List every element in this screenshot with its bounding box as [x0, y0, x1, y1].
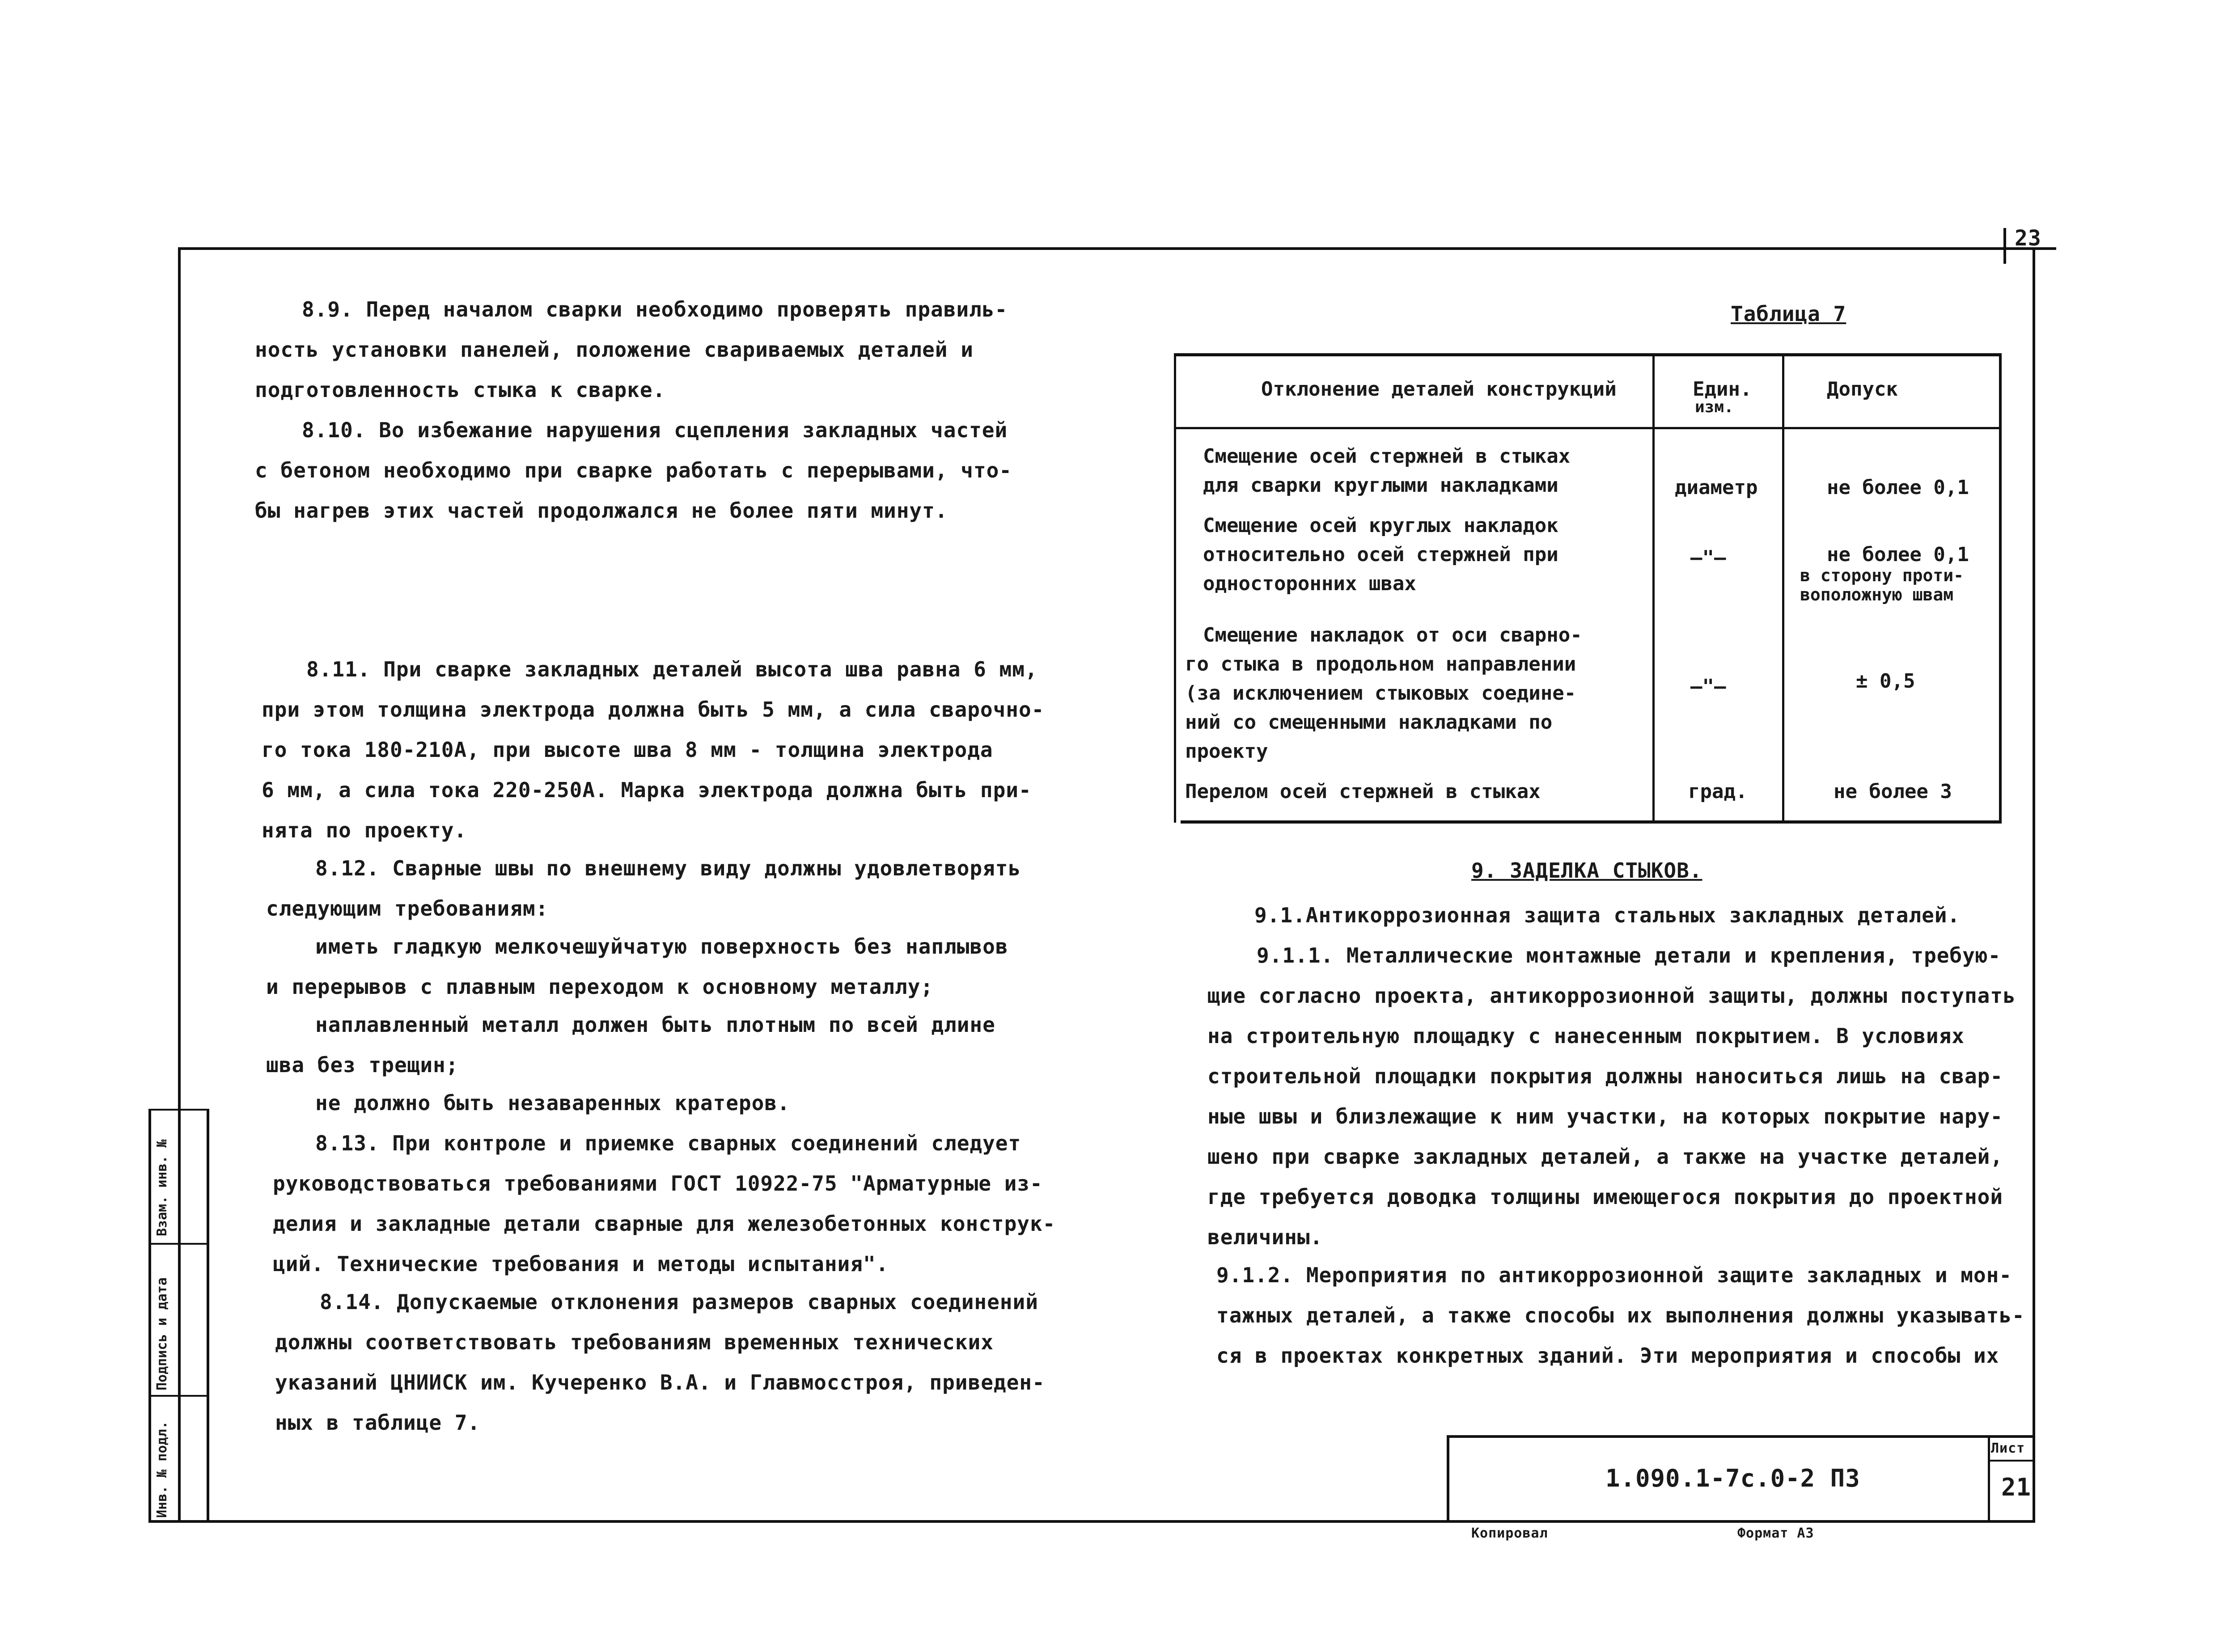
text-line: делия и закладные детали сварные для железобетонных конструк-	[273, 1212, 1056, 1236]
row-desc-line: го стыка в продольном направлении	[1185, 653, 1576, 676]
stamp-replace-inv: Взам. инв. №	[154, 1139, 170, 1236]
footer-copied: Копировал	[1471, 1525, 1548, 1541]
row-unit: диаметр	[1675, 476, 1758, 499]
frame-bottom	[148, 1520, 2035, 1523]
table-caption: Таблица 7	[1731, 302, 1846, 326]
frame-left-outer	[148, 1109, 151, 1522]
sheet-number: 21	[2001, 1473, 2032, 1501]
text-line: 9.1.1. Металлические монтажные детали и крепления, требую-	[1257, 943, 2001, 968]
title-block-divider	[1988, 1435, 1990, 1522]
frame-left-inner	[207, 1109, 209, 1522]
text-line: ные швы и близлежащие к ним участки, на которых покрытие нару-	[1207, 1104, 2003, 1128]
row-desc-line: (за исключением стыковых соедине-	[1185, 682, 1576, 705]
text-line: 8.13. При контроле и приемке сварных соединений следует	[315, 1131, 1021, 1155]
row-tolerance: не более 0,1	[1827, 543, 1969, 566]
title-block-left	[1447, 1435, 1449, 1522]
text-line: шва без трещин;	[266, 1053, 459, 1077]
text-line: 9.1.2. Мероприятия по антикоррозионной защите закладных и мон-	[1216, 1263, 2012, 1287]
para-9-1: 9.1.Антикоррозионная защита стальных закладных деталей.	[1254, 903, 1961, 927]
text-line: 8.11. При сварке закладных деталей высота шва равна 6 мм,	[306, 657, 1038, 681]
table-header-col2-line1: Един.	[1693, 378, 1752, 401]
row-tolerance: в сторону проти-	[1800, 566, 1964, 585]
text-line: 8.10. Во избежание нарушения сцепления закладных частей	[302, 418, 1008, 442]
row-desc-line: Перелом осей стержней в стыках	[1185, 780, 1541, 803]
table-header-col1: Отклонение деталей конструкций	[1261, 378, 1617, 401]
table-col-divider-2	[1782, 353, 1784, 823]
text-line: го тока 180-210А, при высоте шва 8 мм - толщина электрода	[262, 738, 993, 762]
text-line: подготовленность стыка к сварке.	[255, 378, 666, 402]
table-border-right	[1999, 353, 2002, 824]
text-line: 6 мм, а сила тока 220-250А. Марка электрода должна быть при-	[262, 778, 1032, 802]
row-tolerance: не более 3	[1834, 780, 1952, 803]
page-number-tick	[2003, 228, 2006, 264]
stamp-signature-date: Подпись и дата	[154, 1277, 170, 1390]
text-line: бы нагрев этих частей продолжался не более пяти минут.	[255, 499, 948, 523]
text-line: щие согласно проекта, антикоррозионной защиты, должны поступать	[1207, 984, 2016, 1008]
row-desc-line: Смещение осей круглых накладок	[1203, 514, 1558, 537]
text-line: наплавленный металл должен быть плотным по всей длине	[315, 1013, 995, 1037]
table-header-bottom	[1174, 427, 2001, 429]
sheet-label: Лист	[1991, 1441, 2025, 1456]
text-line: 8.9. Перед началом сварки необходимо проверять правиль-	[302, 297, 1008, 321]
text-line: шено при сварке закладных деталей, а также на участке деталей,	[1207, 1145, 2003, 1169]
text-line: иметь гладкую мелкочешуйчатую поверхность без наплывов	[315, 934, 1008, 959]
table-border-bottom	[1181, 820, 2001, 824]
table-border-left	[1174, 353, 1176, 823]
row-desc-line: Смещение осей стержней в стыках	[1203, 445, 1571, 468]
title-block-top	[1447, 1435, 2035, 1438]
stamp-sep-1	[148, 1109, 209, 1111]
frame-top	[178, 247, 2056, 250]
table-header-col3: Допуск	[1827, 378, 1898, 401]
row-unit: град.	[1688, 780, 1748, 803]
row-tolerance: воположную швам	[1800, 585, 1954, 604]
text-line: и перерывов с плавным переходом к основному металлу;	[266, 975, 934, 999]
text-line: ность установки панелей, положение свариваемых деталей и	[255, 338, 974, 362]
text-line: ций. Технические требования и методы испытания".	[273, 1252, 889, 1276]
text-line: величины.	[1207, 1225, 1323, 1249]
stamp-sep-3	[148, 1395, 209, 1397]
row-desc-line: Смещение накладок от оси сварно-	[1203, 624, 1582, 646]
text-line: где требуется доводка толщины имеющегося покрытия до проектной	[1207, 1185, 2003, 1209]
stamp-sep-2	[148, 1243, 209, 1245]
row-desc-line: для сварки круглыми накладками	[1203, 474, 1558, 497]
section-title: 9. ЗАДЕЛКА СТЫКОВ.	[1471, 858, 1702, 883]
text-line: строительной площадки покрытия должны наноситься лишь на свар-	[1207, 1064, 2003, 1088]
row-desc-line: проекту	[1185, 740, 1268, 763]
text-line: тажных деталей, а также способы их выполнения должны указывать-	[1216, 1303, 2025, 1327]
frame-right	[2033, 247, 2035, 1522]
table-border-top	[1174, 353, 2001, 356]
footer-format: Формат А3	[1737, 1525, 1814, 1541]
text-line: должны соответствовать требованиям временных технических	[275, 1330, 994, 1354]
text-line: при этом толщина электрода должна быть 5 мм, а сила сварочно-	[262, 697, 1045, 722]
doc-code: 1.090.1-7с.0-2 ПЗ	[1605, 1464, 1860, 1492]
row-tolerance: ± 0,5	[1856, 670, 1915, 693]
row-tolerance: не более 0,1	[1827, 476, 1969, 499]
text-line: не должно быть незаваренных кратеров.	[315, 1091, 790, 1115]
row-unit: —"—	[1690, 546, 1726, 569]
row-desc-line: ний со смещенными накладками по	[1185, 711, 1553, 734]
page-number: 23	[2015, 226, 2041, 251]
text-line: 8.12. Сварные швы по внешнему виду должны удовлетворять	[315, 856, 1021, 880]
text-line: с бетоном необходимо при сварке работать с перерывами, что-	[255, 458, 1012, 482]
stamp-inv-no: Инв. № подл.	[154, 1421, 170, 1518]
frame-left	[178, 247, 181, 1522]
text-line: ся в проектах конкретных зданий. Эти мероприятия и способы их	[1216, 1344, 1999, 1368]
table-col-divider-1	[1652, 353, 1655, 823]
text-line: ных в таблице 7.	[275, 1411, 481, 1435]
row-unit: —"—	[1690, 675, 1726, 698]
text-line: нята по проекту.	[262, 818, 467, 842]
text-line: указаний ЦНИИСК им. Кучеренко В.А. и Главмосстроя, приведен-	[275, 1370, 1045, 1394]
row-desc-line: относительно осей стержней при	[1203, 543, 1558, 566]
row-desc-line: односторонних швах	[1203, 572, 1416, 595]
text-line: на строительную площадку с нанесенным покрытием. В условиях	[1207, 1024, 1965, 1048]
sheet-label-divider	[1988, 1460, 2035, 1462]
table-header-col2-line2: изм.	[1695, 398, 1734, 416]
text-line: следующим требованиям:	[266, 896, 549, 921]
text-line: 8.14. Допускаемые отклонения размеров сварных соединений	[320, 1290, 1038, 1314]
text-line: руководствоваться требованиями ГОСТ 10922-75 "Арматурные из-	[273, 1171, 1043, 1196]
